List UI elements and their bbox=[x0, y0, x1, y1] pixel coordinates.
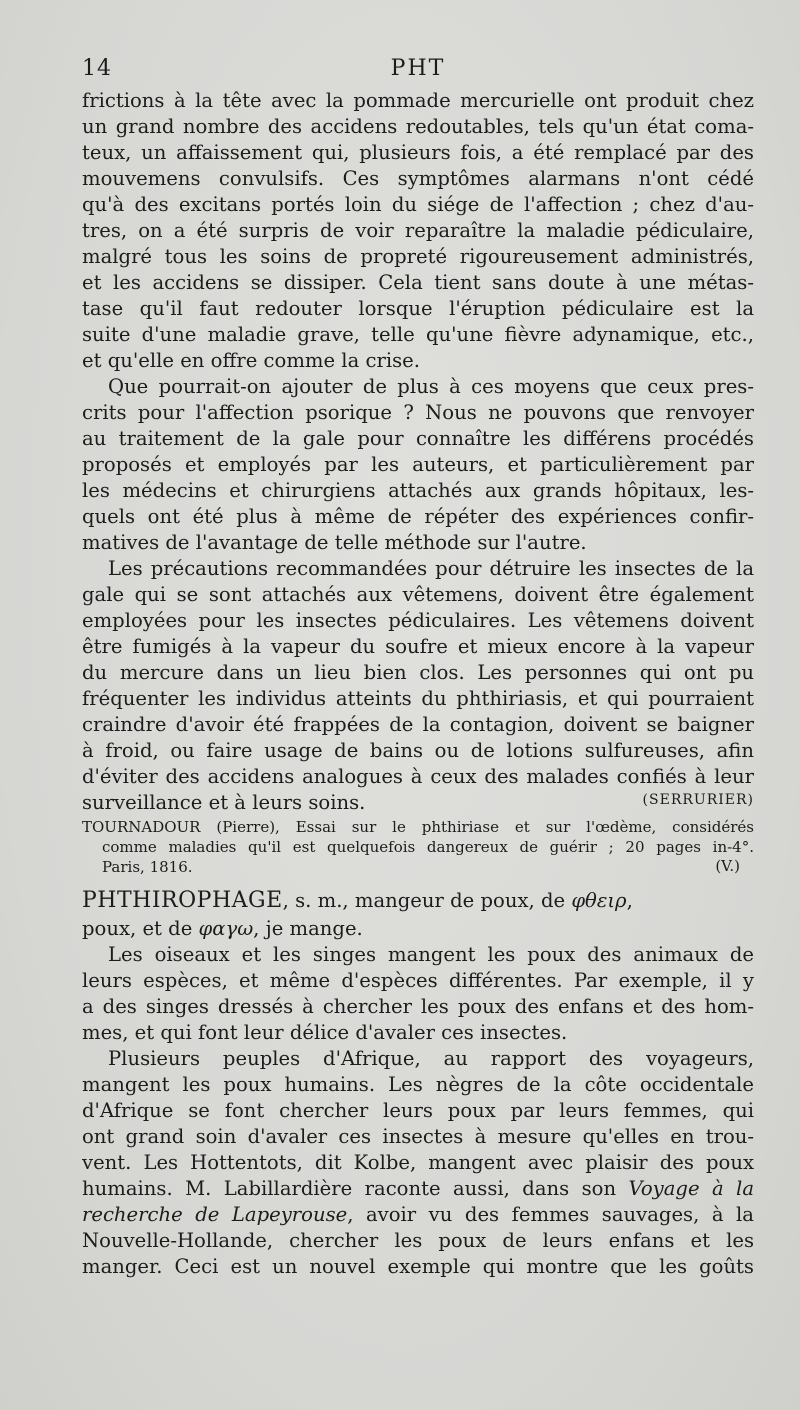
text-fragment: humains. M. Labillardière raconte aussi, dans son bbox=[82, 1177, 629, 1200]
running-head: PHT bbox=[390, 56, 446, 81]
text-line: matives de l'avantage de telle méthode sur l'autre. bbox=[82, 531, 587, 554]
text-line: mouvemens convulsifs. Ces symptômes alarmans n'ont cédé bbox=[82, 167, 754, 190]
text-line: malgré tous les soins de propreté rigoureusement administrés, bbox=[82, 245, 754, 268]
text-line: Les oiseaux et les singes mangent les poux des animaux de bbox=[108, 943, 754, 966]
text-line: craindre d'avoir été frappées de la contagion, doivent se baigner bbox=[82, 713, 754, 736]
book-title: Voyage à la bbox=[628, 1177, 754, 1200]
text-line: qu'à des excitans portés loin du siége de l'affection ; chez d'au- bbox=[82, 193, 754, 216]
text-line: au traitement de la gale pour connaître les différens procédés bbox=[82, 427, 754, 450]
entry-definition: poux, et de bbox=[82, 917, 199, 940]
bibliography-line: TOURNADOUR (Pierre), Essai sur le phthiriase et sur l'œdème, considérés bbox=[82, 818, 754, 836]
page-header bbox=[82, 56, 754, 86]
greek-word: φαγω bbox=[198, 917, 254, 940]
page-number: 14 bbox=[82, 56, 112, 81]
text-line: tase qu'il faut redouter lorsque l'éruption pédiculaire est la bbox=[82, 297, 754, 320]
text-line: Nouvelle-Hollande, chercher les poux de leurs enfans et les bbox=[82, 1229, 754, 1252]
text-line: frictions à la tête avec la pommade mercurielle ont produit chez bbox=[82, 89, 754, 112]
entry-definition: , s. m., mangeur de poux, de bbox=[282, 889, 572, 912]
text-line: du mercure dans un lieu bien clos. Les personnes qui ont pu bbox=[82, 661, 754, 684]
entry-heading-line bbox=[82, 888, 754, 914]
book-title: recherche de Lapeyrouse bbox=[82, 1203, 348, 1226]
text-line: surveillance et à leurs soins. bbox=[82, 791, 366, 814]
text-line: gale qui se sont attachés aux vêtemens, doivent être également bbox=[82, 583, 754, 606]
text-line: proposés et employés par les auteurs, et particulièrement par bbox=[82, 453, 754, 476]
text-line: les médecins et chirurgiens attachés aux grands hôpitaux, les- bbox=[82, 479, 754, 502]
text-line: manger. Ceci est un nouvel exemple qui montre que les goûts bbox=[82, 1255, 754, 1278]
bibliography-line: Paris, 1816. bbox=[102, 858, 193, 876]
entry-definition-punct: , bbox=[626, 889, 633, 912]
text-line: d'Afrique se font chercher leurs poux par leurs femmes, qui bbox=[82, 1099, 754, 1122]
bibliography-line: comme maladies qu'il est quelquefois dangereux de guérir ; 20 pages in-4°. bbox=[102, 838, 754, 856]
text-line: un grand nombre des accidens redoutables, tels qu'un état coma- bbox=[82, 115, 754, 138]
entry-definition: , je mange. bbox=[253, 917, 363, 940]
text-line: vent. Les Hottentots, dit Kolbe, mangent avec plaisir des poux bbox=[82, 1151, 754, 1174]
text-line: ont grand soin d'avaler ces insectes à mesure qu'elles en trou- bbox=[82, 1125, 754, 1148]
text-line: fréquenter les individus atteints du phthiriasis, et qui pourraient bbox=[82, 687, 754, 710]
text-line: être fumigés à la vapeur du soufre et mieux encore à la vapeur bbox=[82, 635, 754, 658]
text-line: quels ont été plus à même de répéter des expériences confir- bbox=[82, 505, 754, 528]
text-line: Les précautions recommandées pour détruire les insectes de la bbox=[108, 557, 754, 580]
greek-word: φθειρ bbox=[571, 889, 627, 912]
text-line: tres, on a été surpris de voir reparaître la maladie pédiculaire, bbox=[82, 219, 754, 242]
text-fragment: , avoir vu des femmes sauvages, à la bbox=[347, 1203, 754, 1226]
text-line: mes, et qui font leur délice d'avaler ces insectes. bbox=[82, 1021, 568, 1044]
text-line: suite d'une maladie grave, telle qu'une fièvre adynamique, etc., bbox=[82, 323, 754, 346]
text-line: Plusieurs peuples d'Afrique, au rapport des voyageurs, bbox=[108, 1047, 754, 1070]
text-line: a des singes dressés à chercher les poux des enfans et des hom- bbox=[82, 995, 754, 1018]
text-line: à froid, ou faire usage de bains ou de lotions sulfureuses, afin bbox=[82, 739, 754, 762]
author-signature: (V.) bbox=[715, 857, 740, 875]
entry-heading-line bbox=[82, 916, 754, 942]
text-line: teux, un affaissement qui, plusieurs fois, a été remplacé par des bbox=[82, 141, 754, 164]
entry-headword: PHTHIROPHAGE bbox=[82, 888, 283, 913]
text-line: et les accidens se dissiper. Cela tient sans doute à une métas- bbox=[82, 271, 754, 294]
text-line: et qu'elle en offre comme la crise. bbox=[82, 349, 420, 372]
text-line: d'éviter des accidens analogues à ceux des malades confiés à leur bbox=[82, 765, 754, 788]
text-line: employées pour les insectes pédiculaires. Les vêtemens doivent bbox=[82, 609, 754, 632]
text-line: mangent les poux humains. Les nègres de la côte occidentale bbox=[82, 1073, 754, 1096]
author-signature: (SERRURIER) bbox=[642, 792, 754, 808]
text-line bbox=[82, 1176, 754, 1202]
text-line: leurs espèces, et même d'espèces différentes. Par exemple, il y bbox=[82, 969, 754, 992]
text-line bbox=[82, 1202, 754, 1228]
text-line: crits pour l'affection psorique ? Nous ne pouvons que renvoyer bbox=[82, 401, 754, 424]
text-line: Que pourrait-on ajouter de plus à ces moyens que ceux pres- bbox=[108, 375, 754, 398]
